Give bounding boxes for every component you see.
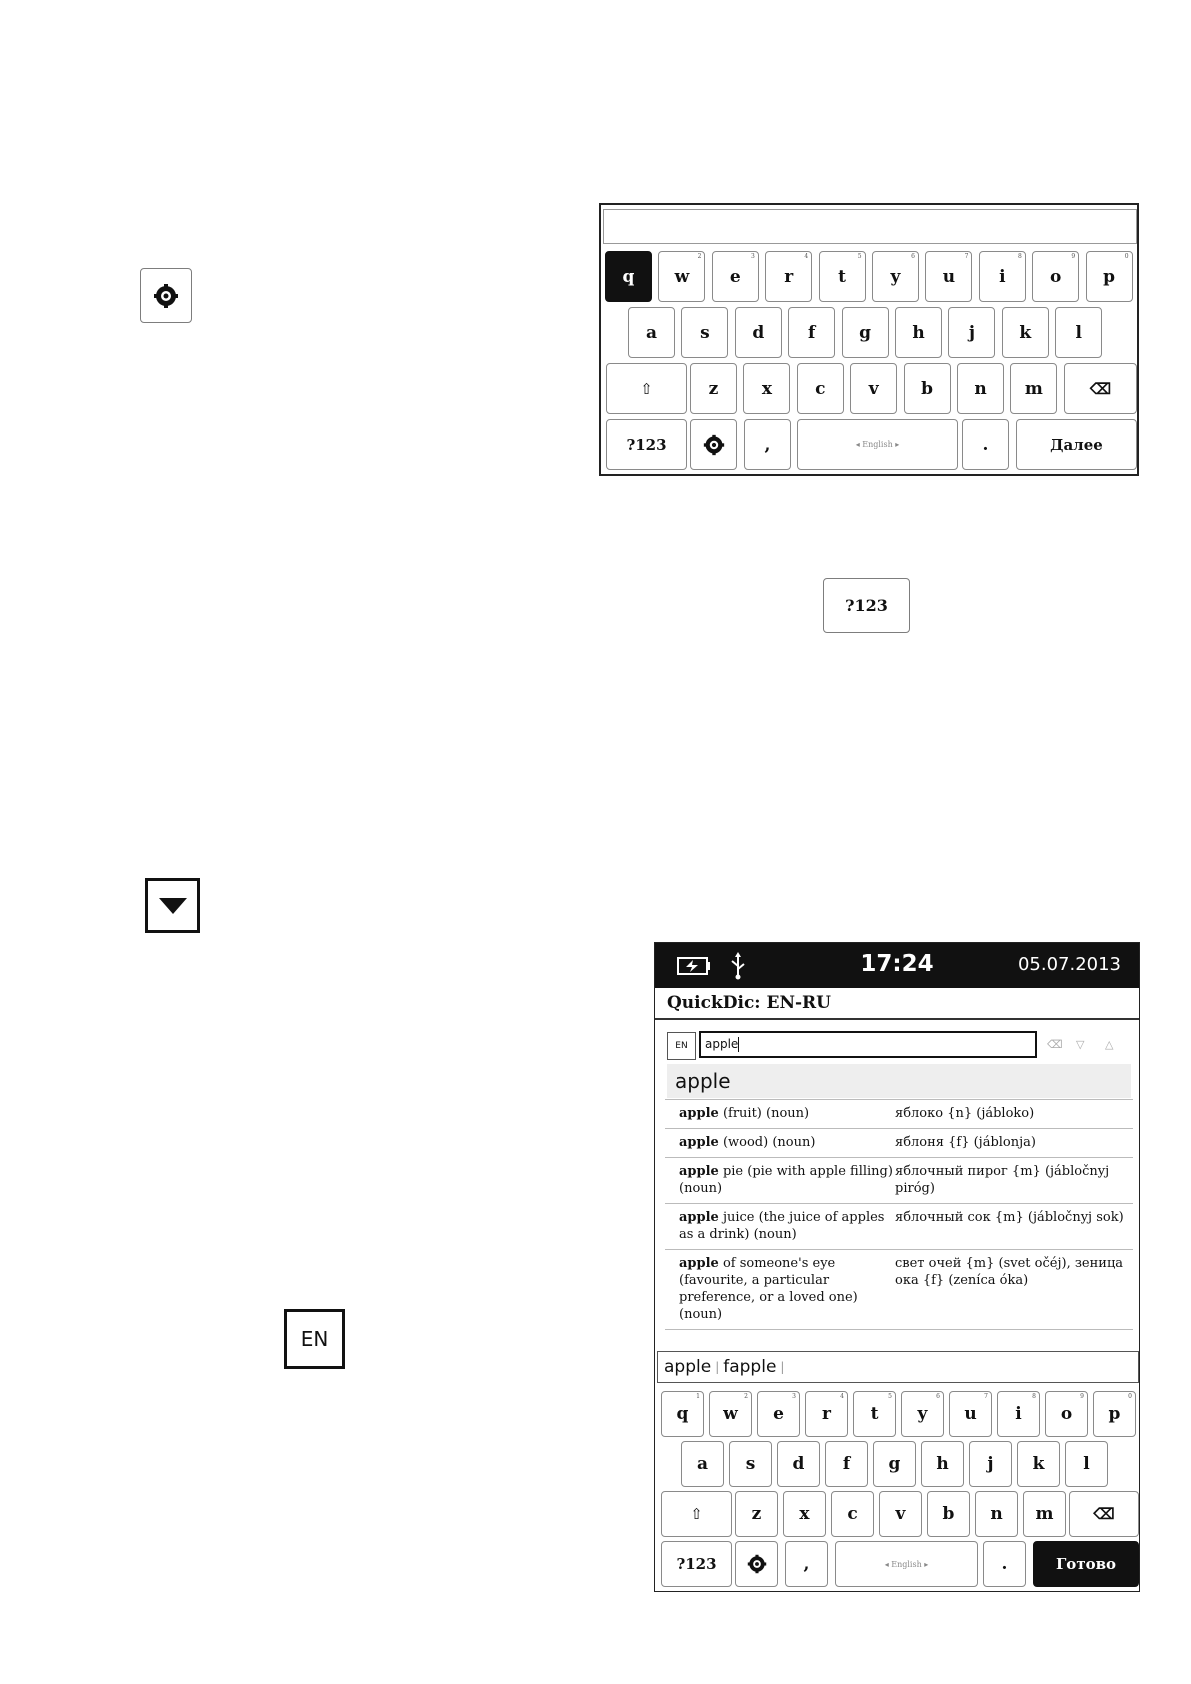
search-value: apple xyxy=(705,1037,739,1051)
comma-key-label: , xyxy=(803,1554,810,1574)
key-c-label: c xyxy=(815,378,826,399)
key-h-label: h xyxy=(912,322,925,343)
key-a-label: a xyxy=(645,322,657,343)
key-number-hint: 5 xyxy=(857,253,862,260)
key-number-hint: 6 xyxy=(936,1393,940,1400)
key-b[interactable] xyxy=(904,363,951,414)
key-v[interactable] xyxy=(850,363,897,414)
key-a-label: a xyxy=(696,1454,708,1474)
settings-key-icon xyxy=(140,268,192,323)
key-n-label: n xyxy=(974,378,987,399)
result-row[interactable] xyxy=(665,1249,1133,1329)
result-row[interactable] xyxy=(665,1128,1133,1157)
numeric-toggle-key-label: ?123 xyxy=(626,435,667,454)
key-u-label: u xyxy=(964,1404,977,1424)
english-definition: apple pie (pie with apple filling) (noun) xyxy=(679,1164,893,1196)
title-divider xyxy=(655,1018,1139,1020)
backspace-key[interactable] xyxy=(1064,363,1137,414)
key-i[interactable] xyxy=(979,251,1026,302)
key-o-label: o xyxy=(1050,266,1062,287)
period-key[interactable] xyxy=(962,419,1009,470)
key-number-hint: 9 xyxy=(1071,253,1076,260)
key-l[interactable] xyxy=(1055,307,1102,358)
numeric-key-label: ?123 xyxy=(845,596,888,615)
key-j-label: j xyxy=(968,322,975,343)
shift-key[interactable] xyxy=(661,1491,732,1537)
key-j[interactable] xyxy=(969,1441,1012,1487)
app-title: QuickDic: EN-RU xyxy=(667,993,832,1013)
key-m-label: m xyxy=(1035,1504,1054,1524)
key-z-label: z xyxy=(708,378,719,399)
status-time: 17:24 xyxy=(860,951,934,977)
key-o-label: o xyxy=(1060,1404,1073,1424)
period-key-label: . xyxy=(982,434,989,455)
result-row[interactable] xyxy=(665,1203,1133,1249)
key-s-label: s xyxy=(700,322,710,343)
key-m-label: m xyxy=(1024,378,1043,399)
gear-icon xyxy=(703,434,725,456)
key-c[interactable] xyxy=(797,363,844,414)
gear-icon xyxy=(747,1554,767,1574)
key-f[interactable] xyxy=(788,307,835,358)
status-bar xyxy=(655,943,1139,988)
key-q-label: q xyxy=(622,266,635,287)
key-b-label: b xyxy=(921,378,934,399)
key-x[interactable] xyxy=(783,1491,826,1537)
key-g-label: g xyxy=(859,322,872,343)
key-v[interactable] xyxy=(879,1491,922,1537)
device-screen xyxy=(654,942,1140,1592)
search-input[interactable] xyxy=(699,1031,1037,1058)
key-x-label: x xyxy=(799,1504,810,1524)
key-number-hint: 0 xyxy=(1128,1393,1132,1400)
key-p[interactable] xyxy=(1086,251,1133,302)
numeric-toggle-key[interactable] xyxy=(606,419,687,470)
key-w[interactable] xyxy=(658,251,705,302)
key-k-label: k xyxy=(1032,1454,1045,1474)
key-n[interactable] xyxy=(975,1491,1018,1537)
key-l-label: l xyxy=(1075,322,1082,343)
key-number-hint: 3 xyxy=(792,1393,796,1400)
key-number-hint: 2 xyxy=(697,253,702,260)
english-definition: apple (fruit) (noun) xyxy=(679,1106,810,1121)
space-key-label: ◂ English ▸ xyxy=(884,1559,929,1569)
key-j-label: j xyxy=(987,1454,994,1474)
key-l-label: l xyxy=(1083,1454,1090,1474)
comma-key[interactable] xyxy=(785,1541,828,1587)
key-y[interactable] xyxy=(901,1391,944,1437)
key-c[interactable] xyxy=(831,1491,874,1537)
key-s[interactable] xyxy=(681,307,728,358)
clear-search-icon[interactable]: ⌫ xyxy=(1047,1038,1063,1051)
russian-translation: яблочный пирог {m} (jábločnyj piróg) xyxy=(895,1164,1110,1196)
key-f-label: f xyxy=(808,322,816,343)
key-i-label: i xyxy=(1015,1404,1022,1424)
key-a[interactable] xyxy=(681,1441,724,1487)
headword-header: apple xyxy=(667,1064,1131,1098)
key-k[interactable] xyxy=(1002,307,1049,358)
key-t[interactable] xyxy=(853,1391,896,1437)
key-r-label: r xyxy=(822,1404,831,1424)
action-key-label: Далее xyxy=(1050,435,1103,454)
dropdown-icon xyxy=(145,878,200,933)
key-n[interactable] xyxy=(957,363,1004,414)
russian-translation: яблоко {n} (jábloko) xyxy=(895,1106,1035,1121)
key-p-label: p xyxy=(1103,266,1116,287)
gear-icon xyxy=(153,283,179,309)
comma-key-label: , xyxy=(764,434,771,455)
period-key[interactable] xyxy=(983,1541,1026,1587)
key-number-hint: 8 xyxy=(1017,253,1022,260)
key-number-hint: 4 xyxy=(804,253,809,260)
key-o[interactable] xyxy=(1032,251,1079,302)
key-i-label: i xyxy=(999,266,1006,287)
key-t-label: t xyxy=(838,266,847,287)
key-x[interactable] xyxy=(743,363,790,414)
shift-key-label: ⇧ xyxy=(640,379,653,398)
key-number-hint: 0 xyxy=(1124,253,1129,260)
key-t[interactable] xyxy=(819,251,866,302)
key-t-label: t xyxy=(870,1404,879,1424)
key-q[interactable] xyxy=(661,1391,704,1437)
keyboard-input-field[interactable] xyxy=(603,209,1137,244)
key-e[interactable] xyxy=(712,251,759,302)
key-k-label: k xyxy=(1019,322,1032,343)
key-v-label: v xyxy=(868,378,879,399)
key-q[interactable] xyxy=(605,251,652,302)
key-u[interactable] xyxy=(949,1391,992,1437)
period-key-label: . xyxy=(1001,1554,1008,1574)
comma-key[interactable] xyxy=(744,419,791,470)
triangle-down-icon xyxy=(159,898,187,914)
key-h[interactable] xyxy=(921,1441,964,1487)
key-number-hint: 1 xyxy=(696,1393,700,1400)
status-date: 05.07.2013 xyxy=(1017,954,1121,975)
key-r[interactable] xyxy=(765,251,812,302)
key-d-label: d xyxy=(792,1454,805,1474)
key-x-label: x xyxy=(761,378,772,399)
key-number-hint: 2 xyxy=(744,1393,748,1400)
space-key[interactable] xyxy=(797,419,958,470)
key-number-hint: 9 xyxy=(1080,1393,1084,1400)
key-p[interactable] xyxy=(1093,1391,1136,1437)
key-z-label: z xyxy=(751,1504,762,1524)
key-u-label: u xyxy=(942,266,956,287)
key-e-label: e xyxy=(773,1404,784,1424)
key-v-label: v xyxy=(895,1504,906,1524)
key-e[interactable] xyxy=(757,1391,800,1437)
key-g-label: g xyxy=(888,1454,901,1474)
key-c-label: c xyxy=(847,1504,858,1524)
key-d[interactable] xyxy=(735,307,782,358)
key-number-hint: 6 xyxy=(911,253,915,260)
next-result-icon[interactable]: △ xyxy=(1105,1038,1114,1051)
key-y-label: y xyxy=(890,266,901,287)
shift-key[interactable] xyxy=(606,363,687,414)
key-h-label: h xyxy=(936,1454,949,1474)
key-b-label: b xyxy=(942,1504,955,1524)
key-h[interactable] xyxy=(895,307,942,358)
previous-result-icon[interactable]: ▽ xyxy=(1076,1038,1085,1051)
key-n-label: n xyxy=(990,1504,1003,1524)
results-list xyxy=(665,1099,1133,1330)
action-key[interactable] xyxy=(1016,419,1137,470)
key-number-hint: 3 xyxy=(750,253,755,260)
key-s[interactable] xyxy=(729,1441,772,1487)
key-g[interactable] xyxy=(842,307,889,358)
backspace-key-label: ⌫ xyxy=(1093,1505,1115,1523)
key-z[interactable] xyxy=(690,363,737,414)
numeric-key-icon xyxy=(823,578,910,633)
key-number-hint: 7 xyxy=(964,253,969,260)
key-i[interactable] xyxy=(997,1391,1040,1437)
russian-translation: яблочный сок {m} (jábločnyj sok) xyxy=(895,1210,1124,1225)
action-key-label: Готово xyxy=(1055,1555,1117,1573)
key-r[interactable] xyxy=(805,1391,848,1437)
key-g[interactable] xyxy=(873,1441,916,1487)
suggestion-item[interactable]: fapple xyxy=(723,1357,777,1377)
key-a[interactable] xyxy=(628,307,675,358)
russian-translation: яблоня {f} (jáblonja) xyxy=(895,1135,1036,1150)
key-e-label: e xyxy=(729,266,741,287)
english-definition: apple (wood) (noun) xyxy=(679,1135,816,1150)
space-key-label: ◂ English ▸ xyxy=(855,440,900,449)
key-o[interactable] xyxy=(1045,1391,1088,1437)
key-z[interactable] xyxy=(735,1491,778,1537)
key-d[interactable] xyxy=(777,1441,820,1487)
key-f[interactable] xyxy=(825,1441,868,1487)
key-u[interactable] xyxy=(925,251,972,302)
key-s-label: s xyxy=(745,1454,756,1474)
key-m[interactable] xyxy=(1023,1491,1066,1537)
language-selector[interactable]: EN xyxy=(667,1032,696,1060)
numeric-toggle-key[interactable] xyxy=(661,1541,732,1587)
result-row[interactable] xyxy=(665,1099,1133,1128)
list-end-divider xyxy=(665,1329,1133,1330)
key-w-label: w xyxy=(723,1404,738,1424)
key-w-label: w xyxy=(674,266,690,287)
key-y-label: y xyxy=(917,1404,928,1424)
key-j[interactable] xyxy=(948,307,995,358)
key-k[interactable] xyxy=(1017,1441,1060,1487)
suggestion-bar: apple | fapple | xyxy=(657,1351,1139,1383)
en-language-icon xyxy=(284,1309,345,1369)
settings-key[interactable] xyxy=(735,1541,778,1587)
key-f-label: f xyxy=(842,1454,851,1474)
key-number-hint: 8 xyxy=(1032,1393,1036,1400)
key-number-hint: 7 xyxy=(984,1393,988,1400)
shift-key-label: ⇧ xyxy=(690,1505,703,1523)
suggestion-item[interactable]: apple xyxy=(664,1357,712,1377)
key-number-hint: 5 xyxy=(888,1393,892,1400)
key-p-label: p xyxy=(1108,1404,1121,1424)
key-q-label: q xyxy=(676,1404,689,1424)
english-definition: apple juice (the juice of apples as a drink) (noun) xyxy=(679,1210,885,1242)
english-definition: apple of someone's eye (favourite, a particular preference, or a loved one) (noun) xyxy=(679,1256,858,1322)
key-y[interactable] xyxy=(872,251,919,302)
key-d-label: d xyxy=(752,322,765,343)
action-key[interactable] xyxy=(1033,1541,1139,1587)
key-w[interactable] xyxy=(709,1391,752,1437)
result-row[interactable] xyxy=(665,1157,1133,1203)
key-m[interactable] xyxy=(1010,363,1057,414)
russian-translation: свет очей {m} (svet očéj), зеница ока {f} (zeníca óka) xyxy=(895,1256,1124,1288)
backspace-key-label: ⌫ xyxy=(1089,379,1112,398)
key-l[interactable] xyxy=(1065,1441,1108,1487)
backspace-key[interactable] xyxy=(1069,1491,1139,1537)
key-b[interactable] xyxy=(927,1491,970,1537)
en-language-label: EN xyxy=(300,1327,329,1351)
key-r-label: r xyxy=(784,266,794,287)
space-key[interactable] xyxy=(835,1541,978,1587)
numeric-toggle-key-label: ?123 xyxy=(676,1555,717,1573)
key-number-hint: 4 xyxy=(840,1393,844,1400)
settings-key[interactable] xyxy=(690,419,737,470)
